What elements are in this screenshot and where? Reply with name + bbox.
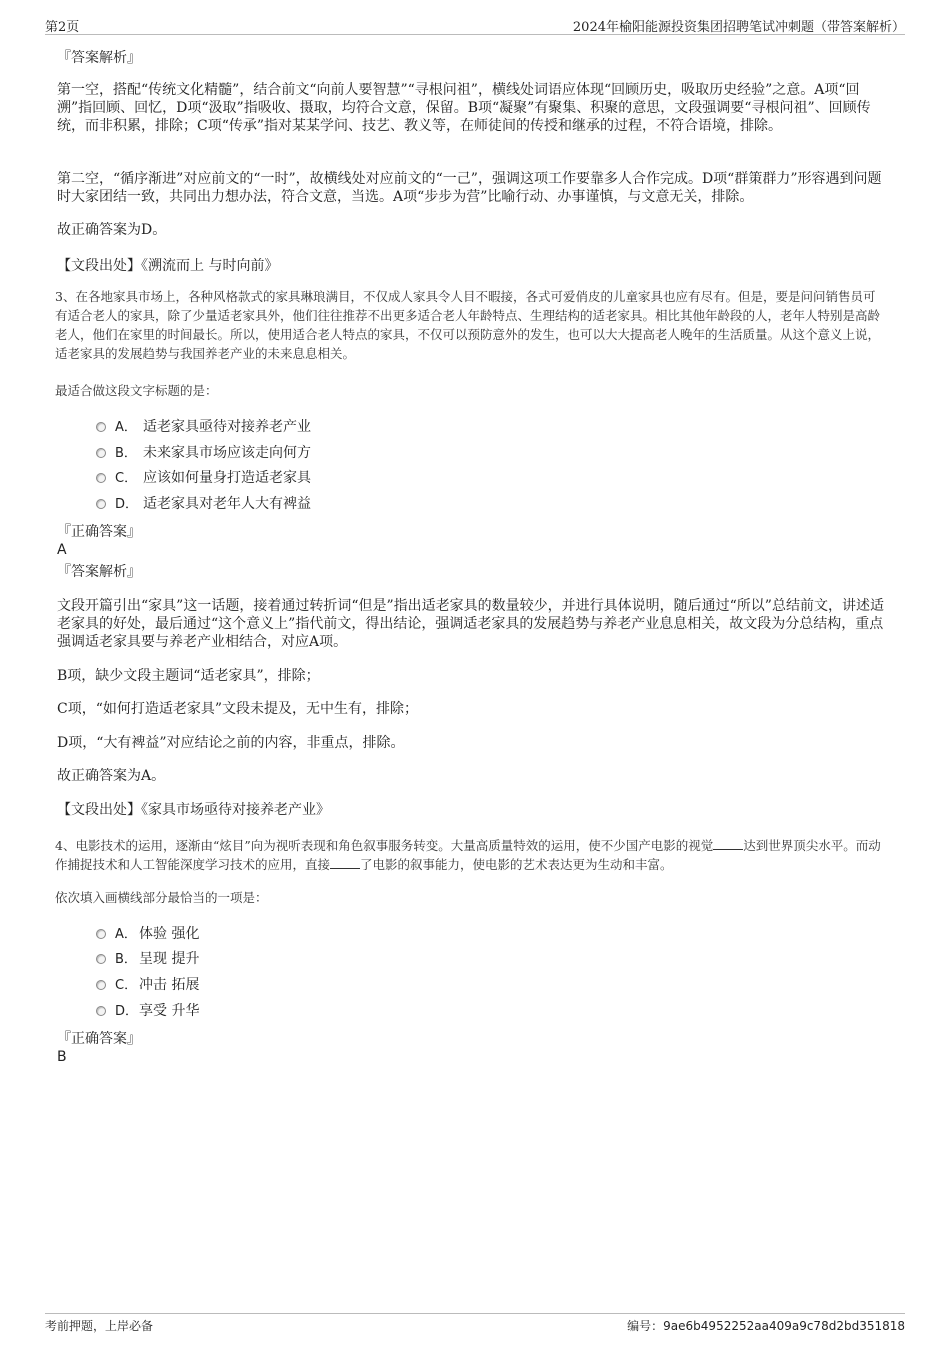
- q2-analysis-label: 『答案解析』: [57, 50, 141, 66]
- q2-conclusion: 故正确答案为D。: [57, 222, 167, 238]
- q4-prompt: 依次填入画横线部分最恰当的一项是：: [55, 890, 268, 905]
- q3-analysis-d: D项，“大有裨益”对应结论之前的内容，非重点，排除。: [57, 735, 405, 751]
- q2-source: 【文段出处】《溯流而上 与时向前》: [57, 258, 279, 274]
- radio-button-icon[interactable]: [96, 499, 106, 509]
- q4-option-d[interactable]: D．享受 升华: [96, 1002, 199, 1021]
- q2-analysis-para2: 第二空，“循序渐进”对应前文的“一时”，故横线处对应前文的“一己”，强调这项工作要靠多人合作完成。D项“群策群力”形容遇到问题时大家团结一致，共同出力想办法，符合文意，当选。A项“步步为营”比喻行动、办事谨慎，与文意无关，排除。: [57, 171, 882, 205]
- blank-line: [330, 856, 360, 869]
- q3-analysis-b: B项，缺少文段主题词“适老家具”，排除；: [57, 668, 320, 684]
- document-code: 编号：9ae6b4952252aa409a9c78d2bd351818: [627, 1319, 905, 1333]
- q3-option-b[interactable]: B． 未来家具市场应该走向何方: [96, 444, 311, 463]
- radio-button-icon[interactable]: [96, 422, 106, 432]
- q3-stem: 3、在各地家具市场上，各种风格款式的家具琳琅满目，不仅成人家具令人目不暇接，各式可爱俏皮的儿童家具也应有尽有。但是，要是问问销售员可有适合老人的家具，除了少量适老家具外，他们往往推荐不出更多适合老人年龄特点、生理结构的适老家具。相比其他年龄段的人，老年人特别是高龄老人，他们在家里的时间最长。所以，使用适合老人特点的家具，不仅可以预防意外的发生，也可以大大提高老人晚年的生活质量。从这个意义上说，适老家具的发展趋势与我国养老产业的未来息息相关。: [55, 289, 881, 361]
- q3-analysis-para1: 文段开篇引出“家具”这一话题，接着通过转折词“但是”指出适老家具的数量较少，并进行具体说明，随后通过“所以”总结前文，讲述适老家具的好处，最后通过“这个意义上”指代前文，得出结论，强调适老家具的发展趋势与养老产业息息相关，故文段为分总结构，重点强调适老家具要与养老产业相结合，对应A项。: [57, 598, 884, 650]
- radio-button-icon[interactable]: [96, 929, 106, 939]
- page-header: [45, 14, 905, 35]
- radio-button-icon[interactable]: [96, 473, 106, 483]
- q3-correct-label: 『正确答案』: [57, 524, 141, 540]
- q4-correct-label: 『正确答案』: [57, 1031, 141, 1047]
- q4-stem: 4、电影技术的运用，逐渐由“炫目”向为视听表现和角色叙事服务转变。大量高质量特效的运用，使不少国产电影的视觉 达到世界顶尖水平。而动作捕捉技术和人工智能深度学习技术的应用，直接 了电影的叙事能力，使电影的艺术表达更为生动和丰富。: [55, 838, 881, 872]
- q3-analysis-label: 『答案解析』: [57, 564, 141, 580]
- q3-analysis-c: C项，“如何打造适老家具”文段未提及，无中生有，排除；: [57, 701, 419, 717]
- page-footer: [45, 1313, 905, 1336]
- document-title: 2024年榆阳能源投资集团招聘笔试冲刺题（带答案解析）: [572, 20, 905, 35]
- q3-option-d[interactable]: D． 适老家具对老年人大有裨益: [96, 495, 311, 514]
- radio-button-icon[interactable]: [96, 448, 106, 458]
- q4-answer: B: [57, 1049, 67, 1065]
- footer-slogan: 考前押题，上岸必备: [45, 1319, 154, 1333]
- radio-button-icon[interactable]: [96, 954, 106, 964]
- q3-source: 【文段出处】《家具市场亟待对接养老产业》: [57, 802, 330, 818]
- q3-option-c[interactable]: C． 应该如何量身打造适老家具: [96, 469, 311, 488]
- q2-analysis-para1: 第一空，搭配“传统文化精髓”，结合前文“向前人要智慧”“寻根问祖”，横线处词语应体现“回顾历史，吸取历史经验”之意。A项“回溯”指回顾、回忆，D项“汲取”指吸收、摄取，均符合文意，保留。B项“凝聚”有聚集、积聚的意思，文段强调要“寻根问祖”、回顾传统，而非积累，排除；C项“传承”指对某某学问、技艺、教义等，在师徒间的传授和继承的过程，不符合语境，排除。: [57, 82, 871, 134]
- radio-button-icon[interactable]: [96, 980, 106, 990]
- q4-option-b[interactable]: B． 呈现 提升: [96, 950, 199, 969]
- q3-option-a[interactable]: A． 适老家具亟待对接养老产业: [96, 418, 311, 437]
- q3-conclusion: 故正确答案为A。: [57, 768, 166, 784]
- q3-answer: A: [57, 542, 67, 558]
- q3-prompt: 最适合做这段文字标题的是：: [55, 383, 218, 398]
- q4-option-c[interactable]: C． 冲击 拓展: [96, 976, 199, 995]
- page-number: 第2页: [45, 20, 80, 35]
- radio-button-icon[interactable]: [96, 1006, 106, 1016]
- q4-option-a[interactable]: A． 体验 强化: [96, 925, 199, 944]
- blank-line: [713, 837, 743, 850]
